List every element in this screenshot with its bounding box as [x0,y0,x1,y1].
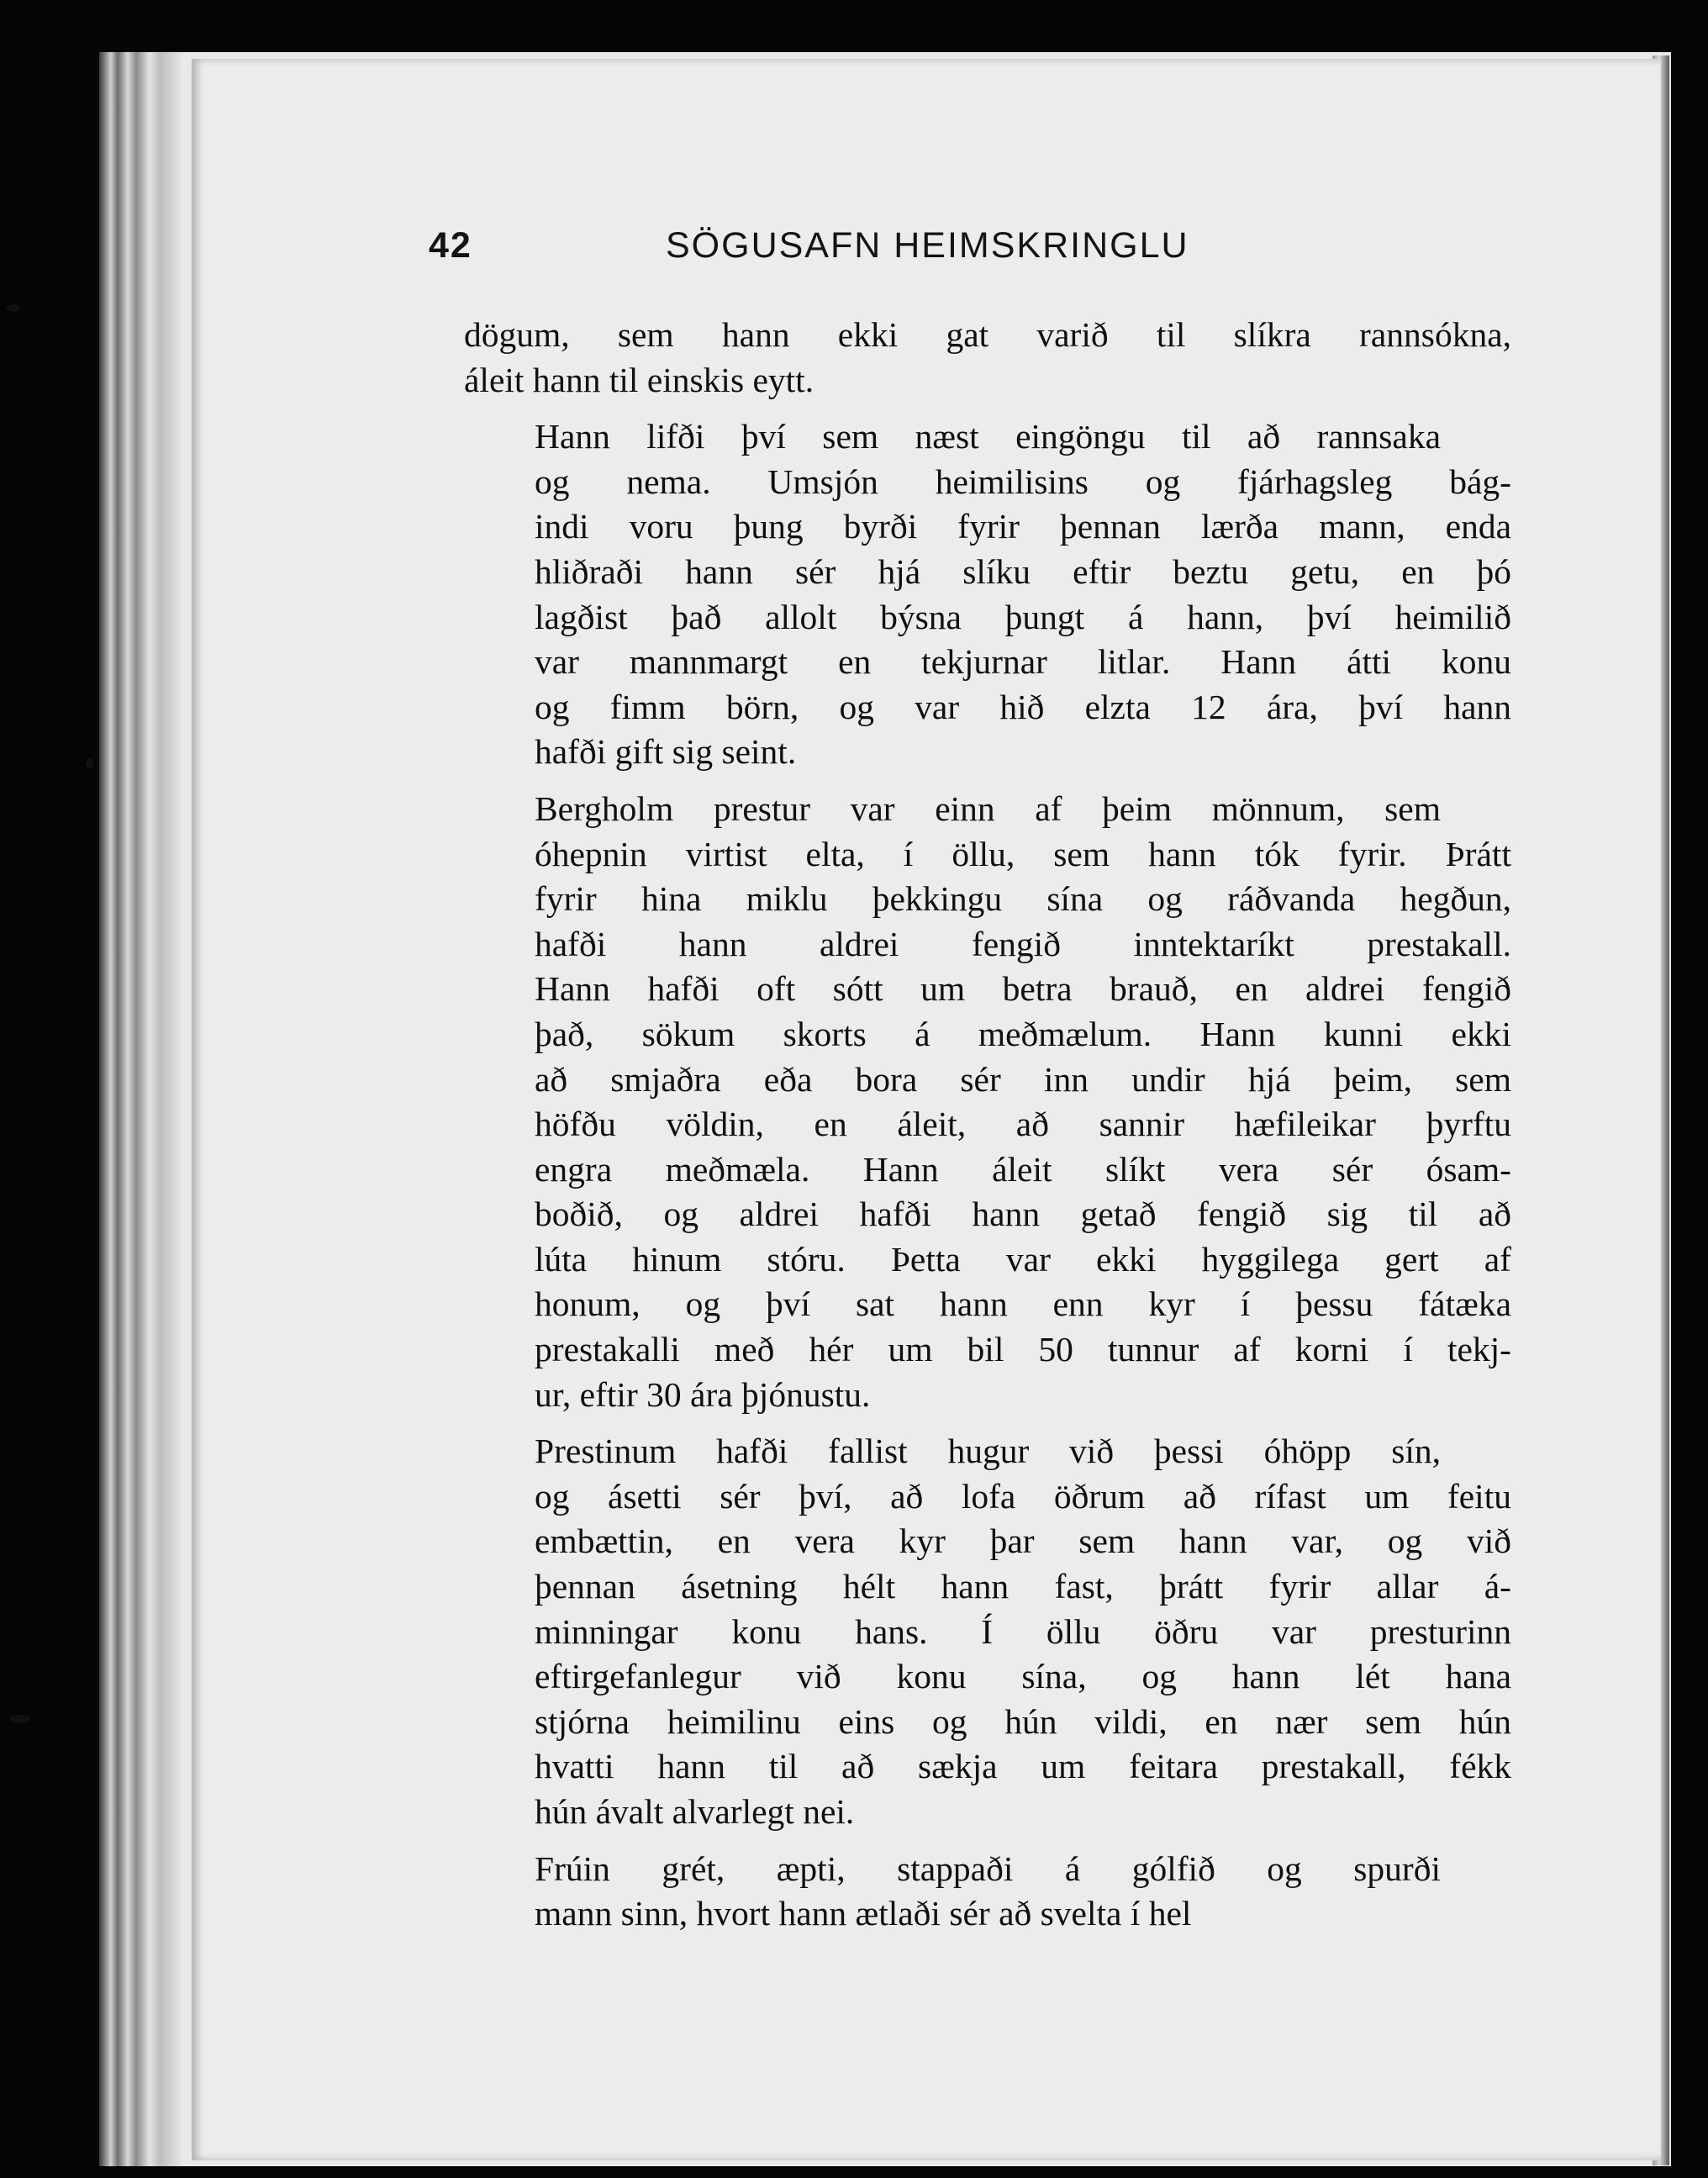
text-line: og fimm börn, og var hið elzta 12 ára, því hann [535,687,1511,726]
text-line: embættin, en vera kyr þar sem hann var, og við [535,1521,1511,1561]
text-line: indi voru þung byrði fyrir þennan lærða mann, enda [535,507,1511,546]
page-number: 42 [429,225,472,266]
text-line: og nema. Umsjón heimilisins og fjárhagsleg bág- [535,461,1511,501]
text-line: Bergholm prestur var einn af þeim mönnum, sem [535,788,1441,828]
text-line: ur, eftir 30 ára þjónustu. [535,1374,871,1414]
body-text [464,313,1511,1949]
text-line: fyrir hina miklu þekkingu sína og ráðvanda hegðun, [535,879,1511,919]
text-line: og ásetti sér því, að lofa öðrum að rífast um feitu [535,1476,1511,1516]
dust-speck [7,304,20,312]
text-line: prestakalli með hér um bil 50 tunnur af korni í tekj- [535,1330,1511,1369]
text-line: stjórna heimilinu eins og hún vildi, en nær sem hún [535,1701,1511,1741]
text-line: lúta hinum stóru. Þetta var ekki hyggilega gert af [535,1239,1511,1279]
paragraph [464,1847,1511,1937]
dust-speck [86,758,94,768]
text-line: hafði hann aldrei fengið inntektaríkt prestakall. [535,924,1511,963]
text-line: hvatti hann til að sækja um feitara prestakall, fékk [535,1747,1511,1786]
text-line: engra meðmæla. Hann áleit slíkt vera sér ósam- [535,1149,1511,1189]
text-line: Hann lifði því sem næst eingöngu til að rannsaka [535,417,1441,456]
text-line: að smjaðra eða bora sér inn undir hjá þeim, sem [535,1059,1511,1099]
text-line: Hann hafði oft sótt um betra brauð, en aldrei fengið [535,969,1511,1009]
text-line: áleit hann til einskis eytt. [464,360,814,399]
text-line: það, sökum skorts á meðmælum. Hann kunni ekki [535,1014,1511,1053]
paragraph [464,313,1511,403]
text-line: Frúin grét, æpti, stappaði á gólfið og spurði [535,1848,1441,1888]
paragraph [464,1429,1511,1834]
text-line: mann sinn, hvort hann ætlaði sér að svelta í hel [535,1894,1192,1933]
text-line: höfðu völdin, en áleit, að sannir hæfileikar þyrftu [535,1105,1511,1144]
text-line: boðið, og aldrei hafði hann getað fengið sig til að [535,1194,1511,1234]
text-line: hliðraði hann sér hjá slíku eftir beztu getu, en þó [535,551,1511,591]
text-line: eftirgefanlegur við konu sína, og hann lét hana [535,1657,1511,1696]
text-line: honum, og því sat hann enn kyr í þessu fátæka [535,1284,1511,1324]
text-line: óhepnin virtist elta, í öllu, sem hann tók fyrir. Þrátt [535,834,1511,873]
text-line: minningar konu hans. Í öllu öðru var presturinn [535,1611,1511,1651]
paragraph [464,787,1511,1417]
text-line: var mannmargt en tekjurnar litlar. Hann átti konu [535,642,1511,682]
text-line: lagðist það allolt býsna þungt á hann, því heimilið [535,597,1511,636]
text-line: þennan ásetning hélt hann fast, þrátt fyrir allar á- [535,1567,1511,1606]
dust-speck [10,1715,30,1723]
text-line: hafði gift sig seint. [535,732,797,772]
text-line: dögum, sem hann ekki gat varið til slíkra rannsókna, [464,315,1511,354]
text-line: hún ávalt alvarlegt nei. [535,1792,855,1831]
paragraph [464,414,1511,775]
text-line: Prestinum hafði fallist hugur við þessi óhöpp sín, [535,1432,1441,1471]
running-head-title: SÖGUSAFN HEIMSKRINGLU [666,225,1189,266]
running-header [429,225,1328,276]
